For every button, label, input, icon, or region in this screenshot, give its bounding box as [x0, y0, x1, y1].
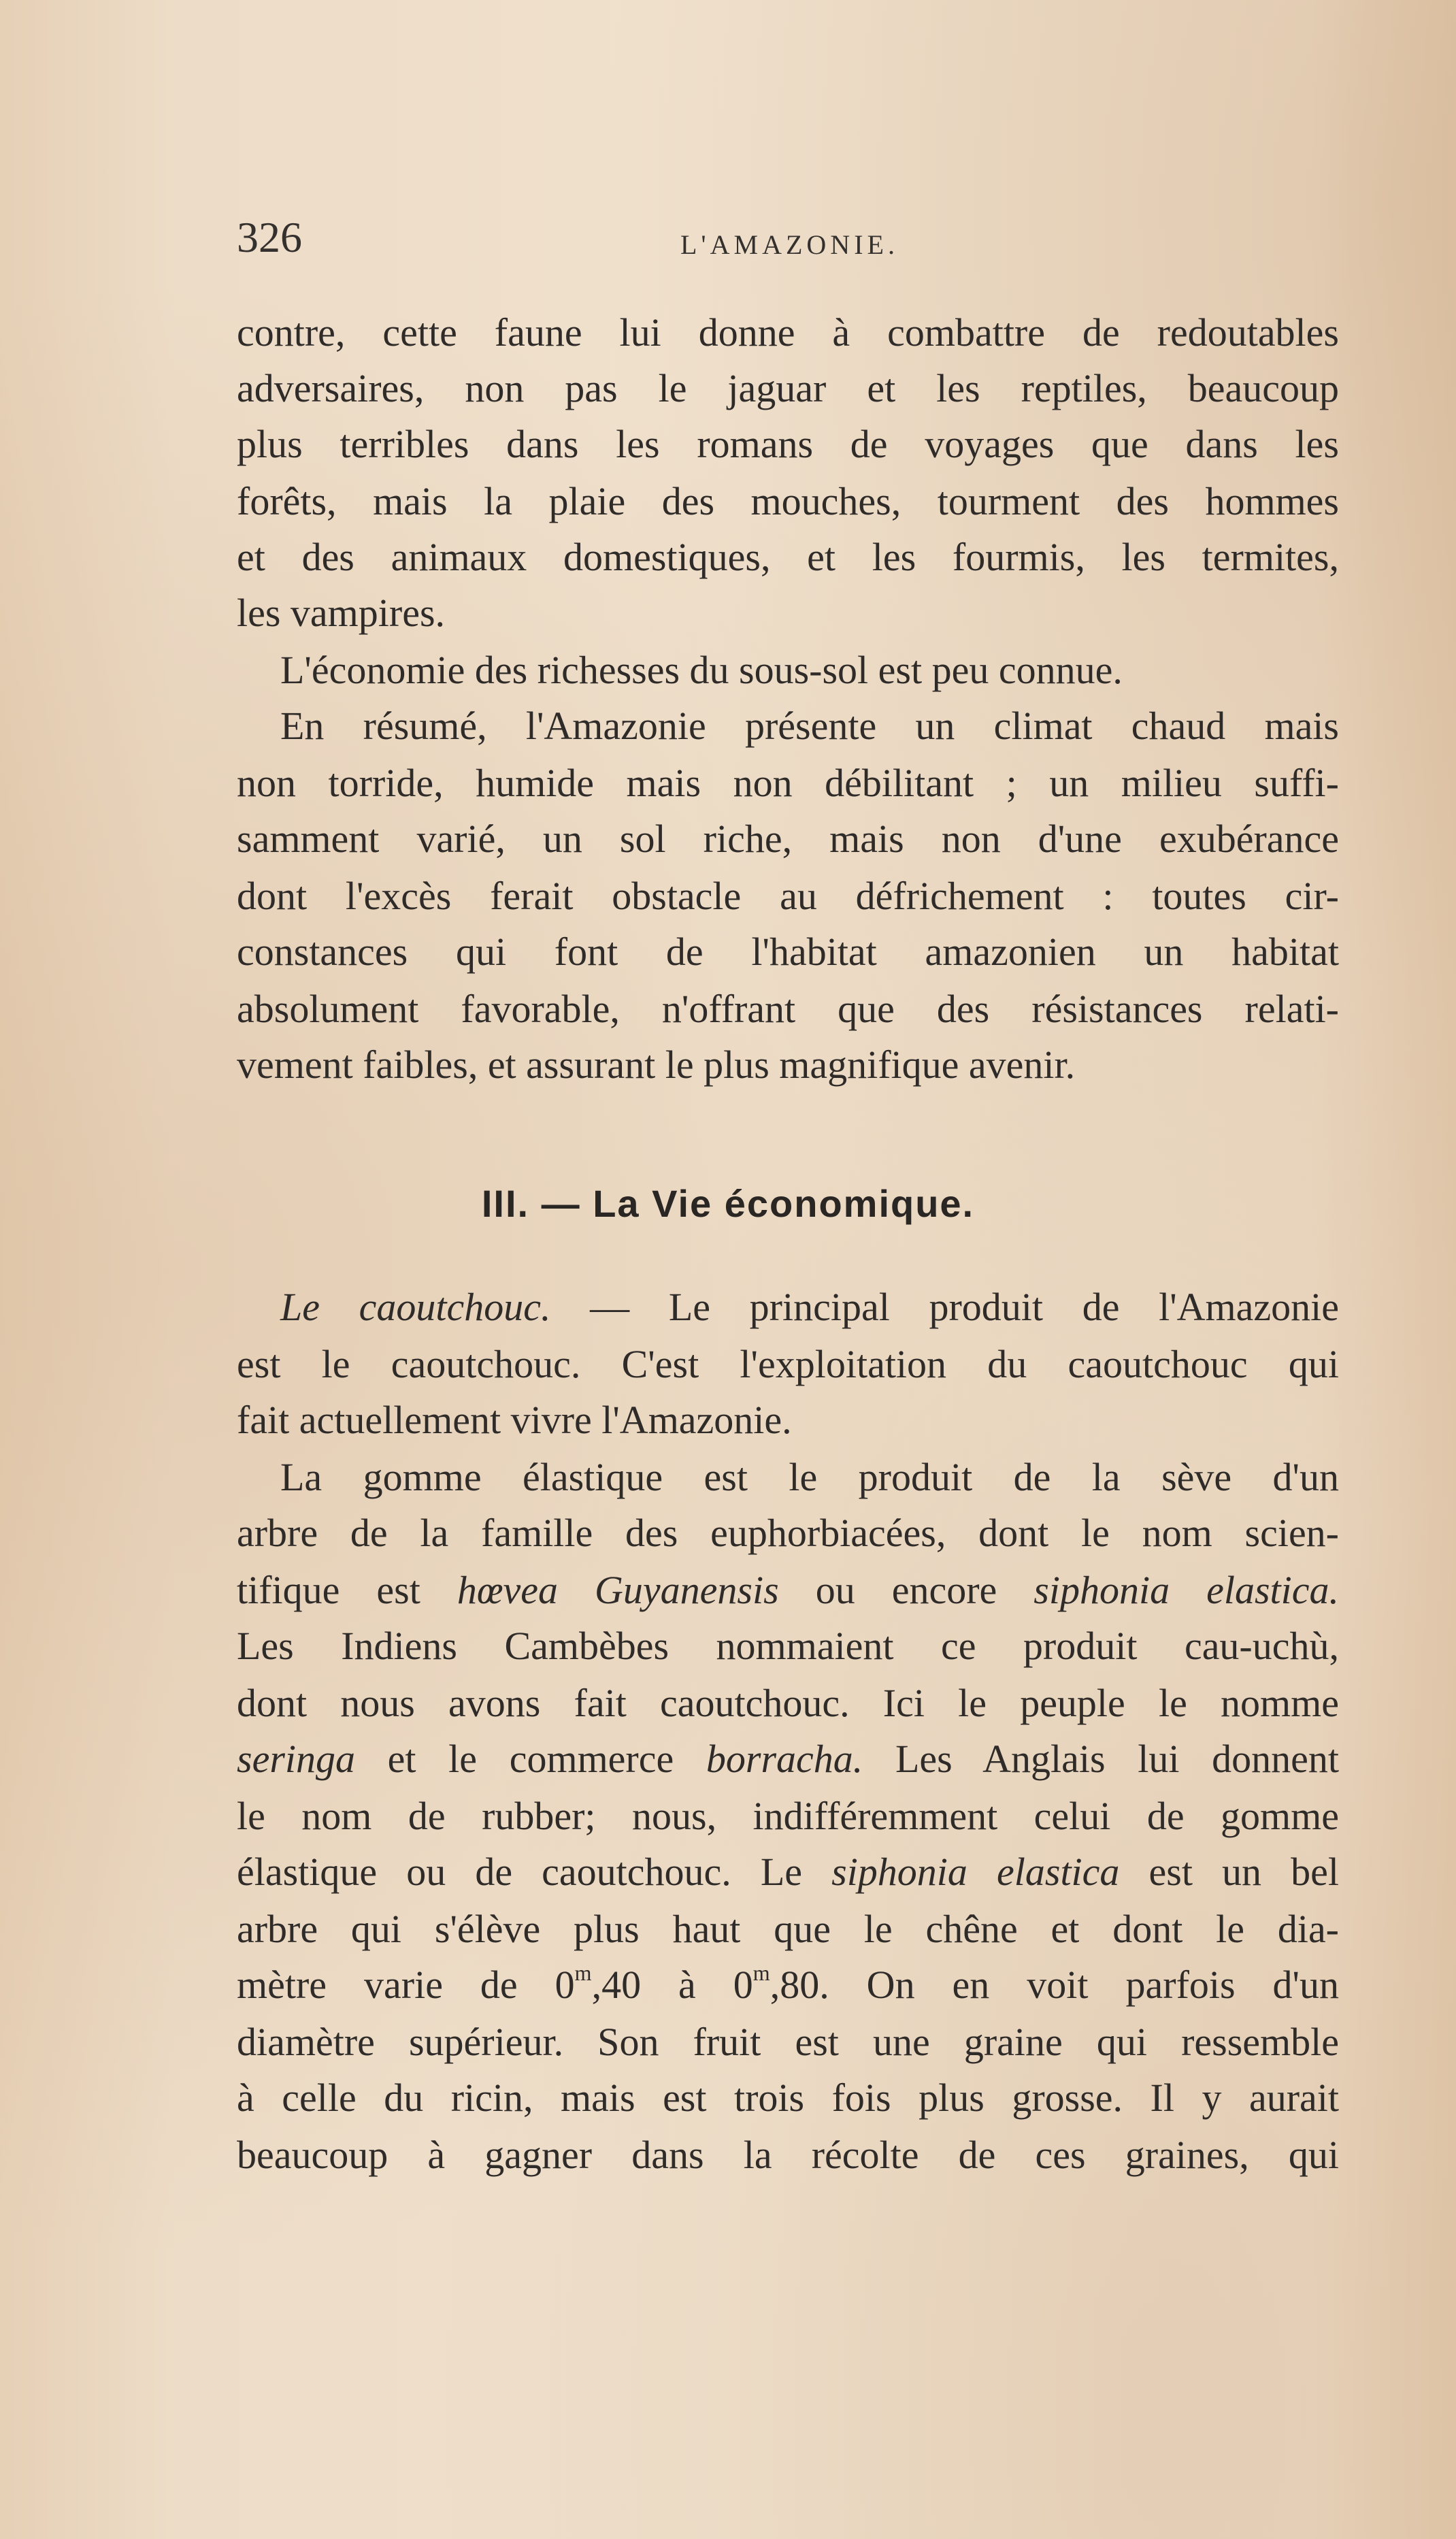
section-heading: III. — La Vie économique.	[481, 1182, 975, 1225]
text-line: adversaires, non pas le jaguar et les reptiles, beaucoup	[237, 366, 1339, 410]
text-run: élastique ou de caoutchouc. Le	[237, 1850, 832, 1894]
text-line	[237, 1734, 1339, 1788]
text-line: Les Indiens Cambèbes nommaient ce produit cau-uchù,	[237, 1624, 1339, 1668]
text-run: ,40 à 0	[591, 1963, 753, 2007]
text-line: les vampires.	[237, 591, 446, 635]
text-line: absolument favorable, n'offrant que des résistances relati-	[237, 987, 1339, 1031]
text-line: beaucoup à gagner dans la récolte de ces graines, qui	[237, 2133, 1339, 2177]
text-line: La gomme élastique est le produit de la sève d'un	[280, 1455, 1339, 1499]
italic-run: hœvea Guyanensis	[457, 1568, 779, 1612]
text-line: dont l'excès ferait obstacle au défrichement : toutes cir-	[237, 874, 1339, 918]
running-title: L'AMAZONIE.	[680, 229, 899, 260]
italic-run: siphonia elastica.	[1033, 1568, 1339, 1612]
text-line	[237, 1565, 1339, 1620]
superscript: m	[752, 1961, 770, 1985]
text-line: le nom de rubber; nous, indifféremment celui de gomme	[237, 1794, 1339, 1838]
text-run: est un bel	[1119, 1850, 1339, 1894]
text-run: et le commerce	[355, 1737, 706, 1781]
text-line: dont nous avons fait caoutchouc. Ici le peuple le nomme	[237, 1681, 1339, 1725]
text-line: constances qui font de l'habitat amazonien un habitat	[237, 930, 1339, 974]
text-line: non torride, humide mais non débilitant ; un milieu suffi-	[237, 761, 1339, 805]
text-run: — Le principal produit de l'Amazonie	[550, 1285, 1340, 1329]
text-line: fait actuellement vivre l'Amazonie.	[237, 1398, 792, 1442]
text-line: arbre de la famille des euphorbiacées, dont le nom scien-	[237, 1511, 1339, 1555]
text-run: tifique est	[237, 1568, 457, 1612]
text-line: et des animaux domestiques, et les fourmis, les termites,	[237, 535, 1339, 579]
italic-run: Le caoutchouc.	[280, 1285, 551, 1329]
text-line: à celle du ricin, mais est trois fois plus grosse. Il y aurait	[237, 2076, 1339, 2120]
text-line: samment varié, un sol riche, mais non d'une exubérance	[237, 817, 1339, 861]
text-line	[237, 1847, 1339, 1901]
superscript: m	[574, 1961, 592, 1985]
text-line: plus terribles dans les romans de voyages que dans les	[237, 422, 1339, 466]
text-run: ,80. On en voit parfois d'un	[770, 1963, 1340, 2007]
text-line: diamètre supérieur. Son fruit est une graine qui ressemble	[237, 2020, 1339, 2064]
text-line	[237, 1960, 1339, 2014]
italic-run: borracha.	[706, 1737, 863, 1781]
text-line	[280, 1282, 1339, 1337]
text-line: forêts, mais la plaie des mouches, tourment des hommes	[237, 479, 1339, 523]
text-line: est le caoutchouc. C'est l'exploitation du caoutchouc qui	[237, 1342, 1339, 1386]
text-run: mètre varie de 0	[237, 1963, 575, 2007]
text-run: ou encore	[778, 1568, 1034, 1612]
text-line: L'économie des richesses du sous-sol est peu connue.	[280, 648, 1123, 692]
text-line: En résumé, l'Amazonie présente un climat chaud mais	[280, 704, 1339, 748]
text-line: vement faibles, et assurant le plus magnifique avenir.	[237, 1043, 1076, 1087]
italic-run: siphonia elastica	[831, 1850, 1120, 1894]
text-line: contre, cette faune lui donne à combattre de redoutables	[237, 310, 1339, 355]
text-run: Les Anglais lui donnent	[863, 1737, 1339, 1781]
page-number: 326	[237, 213, 302, 261]
italic-run: seringa	[237, 1737, 355, 1781]
text-line: arbre qui s'élève plus haut que le chêne et dont le dia-	[237, 1907, 1339, 1951]
